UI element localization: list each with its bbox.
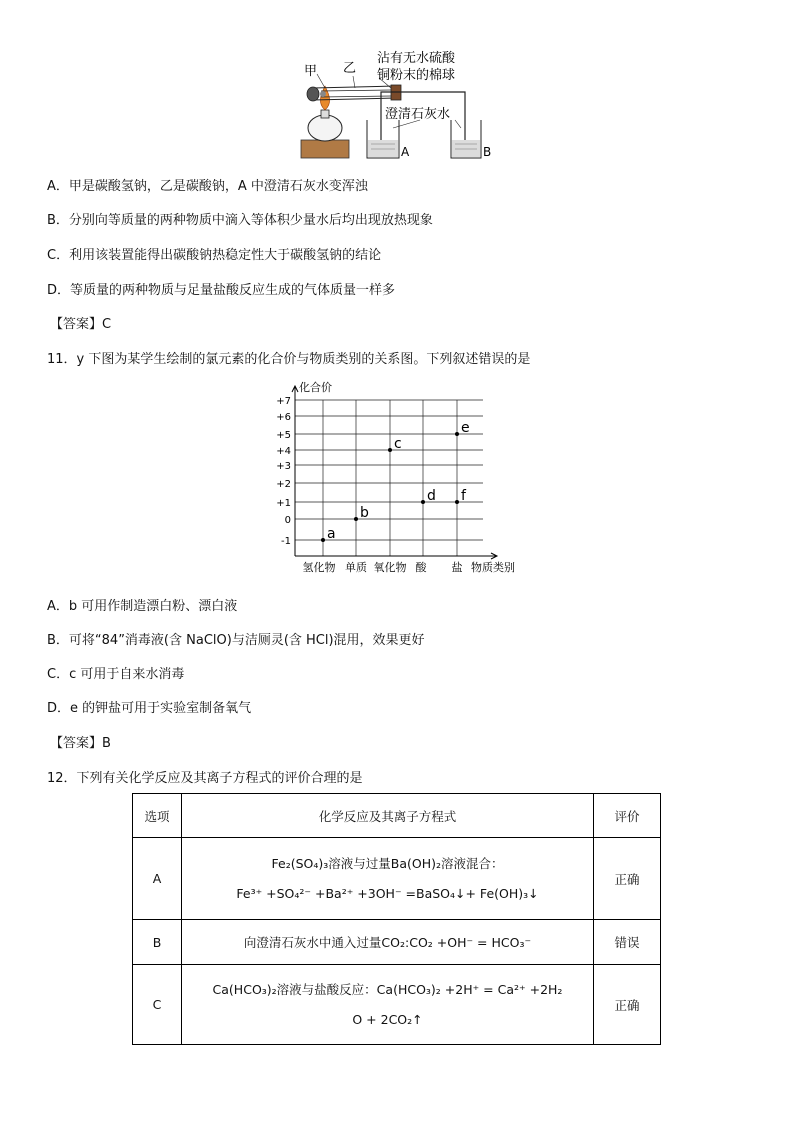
data-point-label: a [327, 526, 336, 542]
x-tick-label: 氧化物 [373, 561, 407, 574]
q11-stem: 11．y 下图为某学生绘制的氯元素的化合价与物质类别的关系图。下列叙述错误的是 [47, 352, 531, 367]
x-tick-label: 盐 [451, 561, 463, 574]
q10-option-c: C．利用该装置能得出碳酸钠热稳定性大于碳酸氢钠的结论 [47, 248, 382, 263]
data-point-label: b [360, 505, 369, 521]
row-reaction [182, 965, 594, 1045]
header-reaction: 化学反应及其离子方程式 [182, 794, 594, 838]
evaluation-table [132, 793, 661, 1045]
x-tick-label: 单质 [345, 561, 367, 574]
reaction-line-2: O + 2CO₂↑ [352, 1011, 423, 1027]
label-B: B [483, 145, 492, 159]
reaction-line-2: Fe³⁺ +SO₄²⁻ +Ba²⁺ +3OH⁻ =BaSO₄↓+ Fe(OH)₃↓ [236, 885, 539, 901]
y-tick-label: +7 [276, 396, 291, 407]
y-tick-label: +3 [276, 461, 291, 472]
y-tick-label: +2 [276, 479, 291, 490]
reaction-line-1: Ca(HCO₃)₂溶液与盐酸反应：Ca(HCO₃)₂ +2H⁺ = Ca²⁺ +2H₂ [212, 981, 563, 997]
chart-x-ticks [303, 560, 463, 574]
data-point-label: c [394, 436, 402, 452]
table-row [133, 920, 661, 965]
x-axis-title: 物质类别 [471, 561, 515, 574]
q11-option-b: B．可将“84”消毒液(含 NaClO)与洁厕灵(含 HCl)混用，效果更好 [47, 633, 425, 648]
data-point-label: f [461, 488, 466, 504]
alcohol-lamp [308, 115, 342, 141]
label-limewater: 澄清石灰水 [385, 107, 451, 122]
reaction-line-1: 向澄清石灰水中通入过量CO₂:CO₂ +OH⁻ = HCO₃⁻ [243, 935, 532, 950]
row-option: C [133, 965, 182, 1045]
data-point-label: e [461, 420, 470, 436]
y-tick-label: 0 [284, 515, 291, 526]
q11-option-c: C．c 可用于自来水消毒 [47, 667, 185, 682]
row-option: B [133, 920, 182, 965]
y-axis-title: 化合价 [299, 381, 332, 394]
label-cotton-1: 沾有无水硫酸 [377, 51, 456, 66]
y-tick-label: -1 [281, 536, 291, 547]
chart-grid [295, 400, 483, 556]
y-tick-label: +4 [276, 446, 291, 457]
reaction-line-1: Fe₂(SO₄)₃溶液与过量Ba(OH)₂溶液混合： [271, 855, 504, 871]
data-point [388, 448, 392, 452]
header-evaluation: 评价 [594, 794, 661, 838]
row-evaluation: 正确 [594, 838, 661, 920]
data-point [455, 500, 459, 504]
data-point-label: d [427, 488, 436, 504]
row-reaction [182, 920, 594, 965]
y-tick-label: +1 [276, 498, 291, 509]
y-tick-label: +6 [276, 412, 291, 423]
q10-answer: 【答案】C [50, 317, 112, 332]
q12-stem: 12．下列有关化学反应及其离子方程式的评价合理的是 [47, 771, 363, 786]
table-row [133, 838, 661, 920]
header-option: 选项 [133, 794, 182, 838]
apparatus-figure [295, 48, 500, 163]
x-tick-label: 氢化物 [302, 561, 336, 574]
label-cotton-2: 铜粉末的棉球 [377, 68, 456, 83]
label-A: A [401, 145, 410, 159]
q11-option-d: D．e 的钾盐可用于实验室制备氧气 [47, 701, 252, 716]
table-row [133, 965, 661, 1045]
y-tick-label: +5 [276, 430, 291, 441]
label-jia: 甲 [304, 64, 318, 79]
row-evaluation: 错误 [594, 920, 661, 965]
flame [320, 86, 329, 110]
data-point [321, 538, 325, 542]
table-header-row [133, 794, 661, 838]
data-point [421, 500, 425, 504]
q11-answer: 【答案】B [50, 736, 111, 751]
row-evaluation: 正确 [594, 965, 661, 1045]
q10-option-d: D．等质量的两种物质与足量盐酸反应生成的气体质量一样多 [47, 283, 396, 298]
row-option: A [133, 838, 182, 920]
burner-base [301, 140, 349, 158]
valence-chart [265, 378, 535, 578]
data-point [455, 432, 459, 436]
chart-y-ticks [276, 396, 291, 547]
chart-points [321, 420, 470, 542]
data-point [354, 517, 358, 521]
q10-option-a: A．甲是碳酸氢钠，乙是碳酸钠，A 中澄清石灰水变浑浊 [47, 179, 368, 194]
q10-option-b: B．分别向等质量的两种物质中滴入等体积少量水后均出现放热现象 [47, 213, 433, 228]
row-reaction [182, 838, 594, 920]
x-tick-label: 酸 [415, 561, 427, 574]
label-yi: 乙 [343, 61, 357, 76]
q11-option-a: A．b 可用作制造漂白粉、漂白液 [47, 599, 238, 614]
